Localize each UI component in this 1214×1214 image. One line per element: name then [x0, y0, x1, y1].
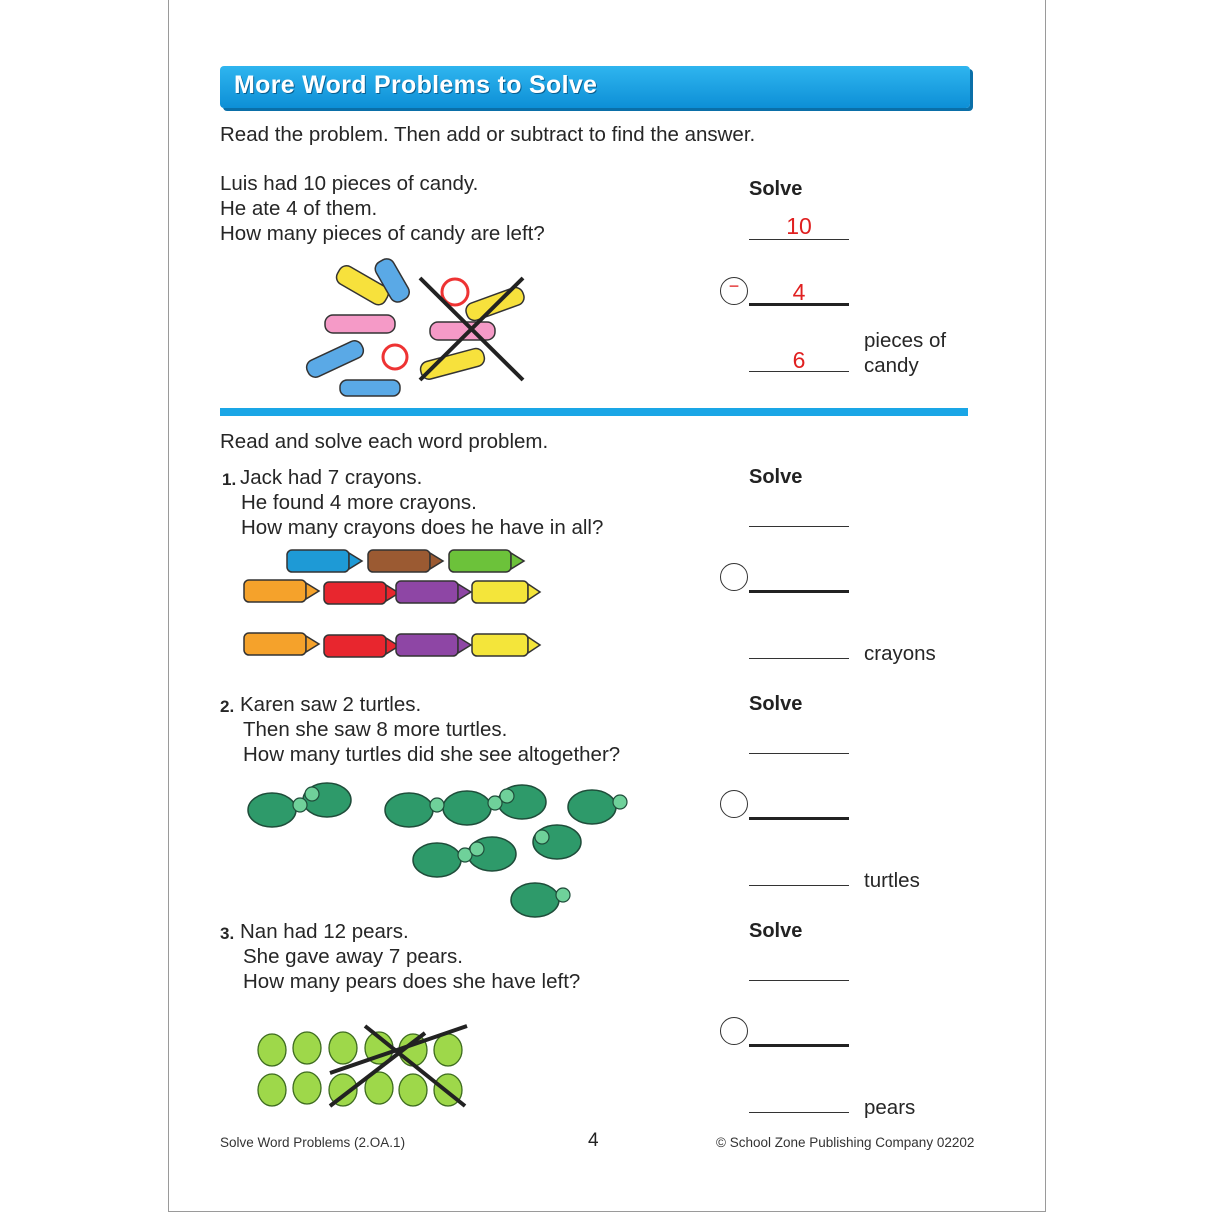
- problem-2-line-1: Karen saw 2 turtles.: [240, 693, 422, 716]
- crayon-blue: [287, 550, 362, 572]
- problem-1-number: 1.: [222, 470, 237, 489]
- example-line-3: How many pieces of candy are left?: [220, 222, 545, 245]
- example-bottom-number: 4: [792, 279, 806, 305]
- crayon-yellow-2: [472, 634, 540, 656]
- problem-3-number: 3.: [220, 924, 235, 943]
- turtle-3: [385, 793, 433, 827]
- example-solve-label: Solve: [749, 178, 803, 200]
- problem-1-line-1: Jack had 7 crayons.: [240, 466, 423, 489]
- problem-3-answer-line[interactable]: [749, 1112, 849, 1113]
- problem-1-line-2: He found 4 more crayons.: [241, 491, 477, 514]
- example-operator: −: [728, 276, 740, 296]
- problem-3-solve-label: Solve: [749, 920, 803, 942]
- problem-2-operator-circle[interactable]: [720, 790, 748, 818]
- crayon-green: [449, 550, 524, 572]
- turtle-7: [413, 843, 461, 877]
- candy-swirl-1: [383, 345, 407, 369]
- pear-1: [258, 1034, 286, 1066]
- page-number: 4: [588, 1130, 599, 1151]
- problem-1-answer-line[interactable]: [749, 658, 849, 659]
- problem-3-line-2: She gave away 7 pears.: [243, 945, 463, 968]
- problem-2-line-2: Then she saw 8 more turtles.: [243, 718, 508, 741]
- pear-7: [258, 1074, 286, 1106]
- pear-6: [434, 1034, 462, 1066]
- turtle-10: [511, 883, 559, 917]
- problem-1-line-3: How many crayons does he have in all?: [241, 516, 604, 539]
- instructions-1: Read the problem. Then add or subtract to find the answer.: [220, 123, 756, 146]
- problem-1-unit: crayons: [864, 642, 936, 665]
- crayon-red: [324, 582, 399, 604]
- page-title: More Word Problems to Solve: [234, 71, 598, 99]
- problem-2-line-3: How many turtles did she see altogether?: [243, 743, 621, 766]
- crayon-orange: [244, 580, 319, 602]
- problem-2-answer-line[interactable]: [749, 885, 849, 886]
- example-unit-2: candy: [864, 354, 919, 377]
- problem-3-line-3: How many pears does she have left?: [243, 970, 581, 993]
- pear-3: [329, 1032, 357, 1064]
- example-line-mid: [749, 303, 849, 306]
- candy-wrapped-3: [325, 315, 395, 333]
- candy-wrapped-5: [340, 380, 400, 396]
- turtles-illustration: [232, 772, 637, 927]
- problem-3-unit: pears: [864, 1096, 916, 1119]
- problem-3-operator-circle[interactable]: [720, 1017, 748, 1045]
- candy-wrapped-4: [304, 338, 366, 380]
- problem-2-number: 2.: [220, 697, 235, 716]
- problem-1-answer-line-top[interactable]: [749, 526, 849, 527]
- crayon-red-2: [324, 635, 399, 657]
- problem-1-answer-line-mid[interactable]: [749, 590, 849, 593]
- candy-wrapped-8: [419, 347, 486, 381]
- crayon-purple-2: [396, 634, 471, 656]
- example-line-2: He ate 4 of them.: [220, 197, 378, 220]
- example-line-top: [749, 239, 849, 240]
- crayon-yellow: [472, 581, 540, 603]
- section-divider: [220, 408, 968, 416]
- problem-3-answer-line-top[interactable]: [749, 980, 849, 981]
- problem-2-unit: turtles: [864, 869, 920, 892]
- footer-right: © School Zone Publishing Company 02202: [716, 1135, 975, 1150]
- crayon-orange-2: [244, 633, 319, 655]
- problem-2-answer-line-top[interactable]: [749, 753, 849, 754]
- example-unit-1: pieces of: [864, 329, 947, 352]
- pear-11: [399, 1074, 427, 1106]
- instructions-2: Read and solve each word problem.: [220, 430, 549, 453]
- turtle-6: [568, 790, 616, 824]
- problem-3-answer-line-mid[interactable]: [749, 1044, 849, 1047]
- problem-1-solve-label: Solve: [749, 466, 803, 488]
- problem-2-solve-label: Solve: [749, 693, 803, 715]
- crayon-purple: [396, 581, 471, 603]
- example-top-number: 10: [786, 213, 812, 239]
- problem-3-line-1: Nan had 12 pears.: [240, 920, 409, 943]
- footer-left: Solve Word Problems (2.OA.1): [220, 1135, 406, 1150]
- turtle-1: [248, 793, 296, 827]
- pears-illustration: [245, 1018, 475, 1113]
- crayons-illustration: [240, 545, 550, 665]
- candy-illustration: [295, 250, 545, 405]
- turtle-4: [443, 791, 491, 825]
- crayon-brown: [368, 550, 443, 572]
- problem-1-operator-circle[interactable]: [720, 563, 748, 591]
- pear-8: [293, 1072, 321, 1104]
- example-line-answer: [749, 371, 849, 372]
- pear-2: [293, 1032, 321, 1064]
- example-line-1: Luis had 10 pieces of candy.: [220, 172, 479, 195]
- example-answer: 6: [792, 347, 806, 373]
- problem-2-answer-line-mid[interactable]: [749, 817, 849, 820]
